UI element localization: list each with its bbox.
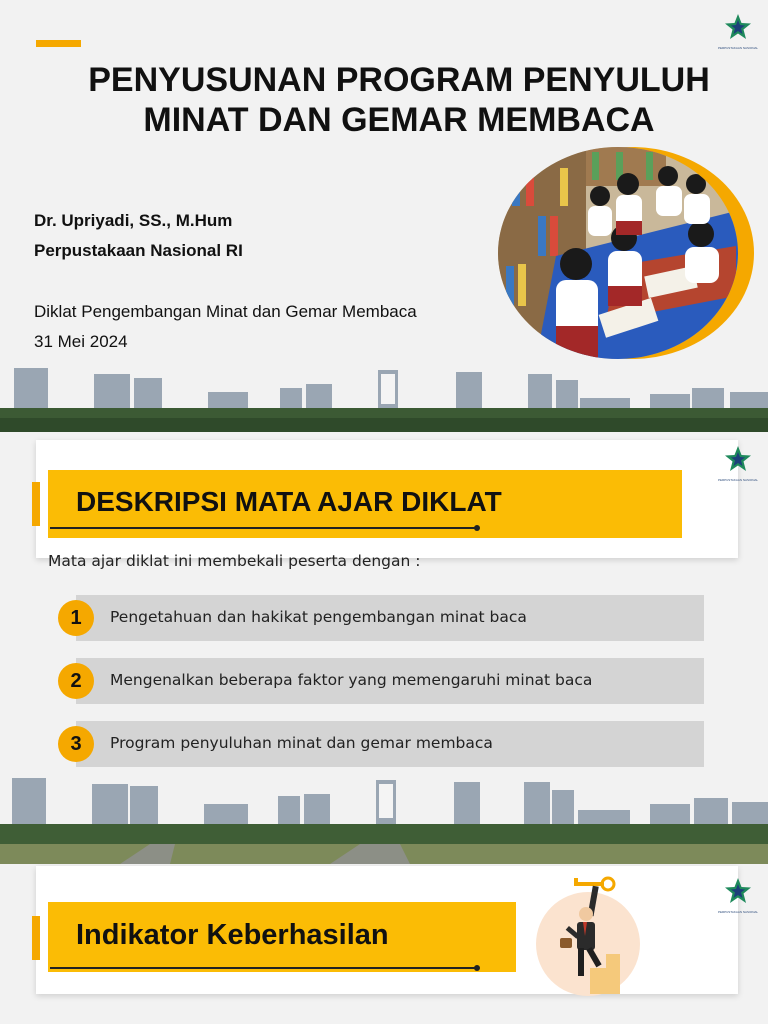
title-line-2: MINAT DAN GEMAR MEMBACA bbox=[143, 101, 655, 139]
star-logo-icon bbox=[716, 876, 760, 906]
list-item-text: Pengetahuan dan hakikat pengembangan minat baca bbox=[110, 608, 527, 626]
list-item bbox=[76, 595, 704, 641]
event-date: 31 Mei 2024 bbox=[34, 332, 128, 351]
side-accent-bar bbox=[32, 482, 40, 526]
city-skyline-image bbox=[0, 360, 768, 432]
list-item-number: 2 bbox=[58, 663, 94, 699]
intro-text: Mata ajar diklat ini membekali peserta dengan : bbox=[48, 552, 421, 570]
section-heading: DESKRIPSI MATA AJAR DIKLAT bbox=[76, 486, 502, 517]
author-institution: Perpustakaan Nasional RI bbox=[34, 241, 243, 260]
description-slide bbox=[0, 432, 768, 864]
indicator-slide bbox=[0, 864, 768, 1024]
event-block bbox=[34, 297, 417, 357]
list-item bbox=[76, 658, 704, 704]
star-logo-icon bbox=[716, 444, 760, 474]
list-item-text: Program penyuluhan minat dan gemar membaca bbox=[110, 734, 493, 752]
list-item-number: 1 bbox=[58, 600, 94, 636]
author-name: Dr. Upriyadi, SS., M.Hum bbox=[34, 211, 233, 230]
city-skyline-image bbox=[0, 772, 768, 864]
presentation-title bbox=[30, 60, 768, 140]
businessman-key-illustration bbox=[530, 872, 648, 1000]
list-item bbox=[76, 721, 704, 767]
heading-underline bbox=[50, 527, 478, 529]
logo-text: PERPUSTAKAAN NASIONAL bbox=[717, 46, 759, 50]
list-item-text: Mengenalkan beberapa faktor yang memengaruhi minat baca bbox=[110, 671, 593, 689]
accent-bar bbox=[36, 40, 81, 47]
author-block bbox=[34, 206, 243, 266]
logo-text: PERPUSTAKAAN NASIONAL bbox=[717, 478, 759, 482]
star-logo-icon bbox=[716, 12, 760, 42]
title-slide bbox=[0, 0, 768, 432]
event-name: Diklat Pengembangan Minat dan Gemar Membaca bbox=[34, 302, 417, 321]
perpusnas-logo bbox=[716, 444, 760, 482]
side-accent-bar bbox=[32, 916, 40, 960]
section-heading: Indikator Keberhasilan bbox=[76, 919, 389, 951]
list-item-number: 3 bbox=[58, 726, 94, 762]
perpusnas-logo bbox=[716, 12, 760, 50]
heading-underline bbox=[50, 967, 478, 969]
logo-text: PERPUSTAKAAN NASIONAL bbox=[717, 910, 759, 914]
title-line-1: PENYUSUNAN PROGRAM PENYULUH bbox=[88, 61, 710, 99]
perpusnas-logo bbox=[716, 876, 760, 914]
classroom-reading-photo bbox=[496, 146, 756, 360]
